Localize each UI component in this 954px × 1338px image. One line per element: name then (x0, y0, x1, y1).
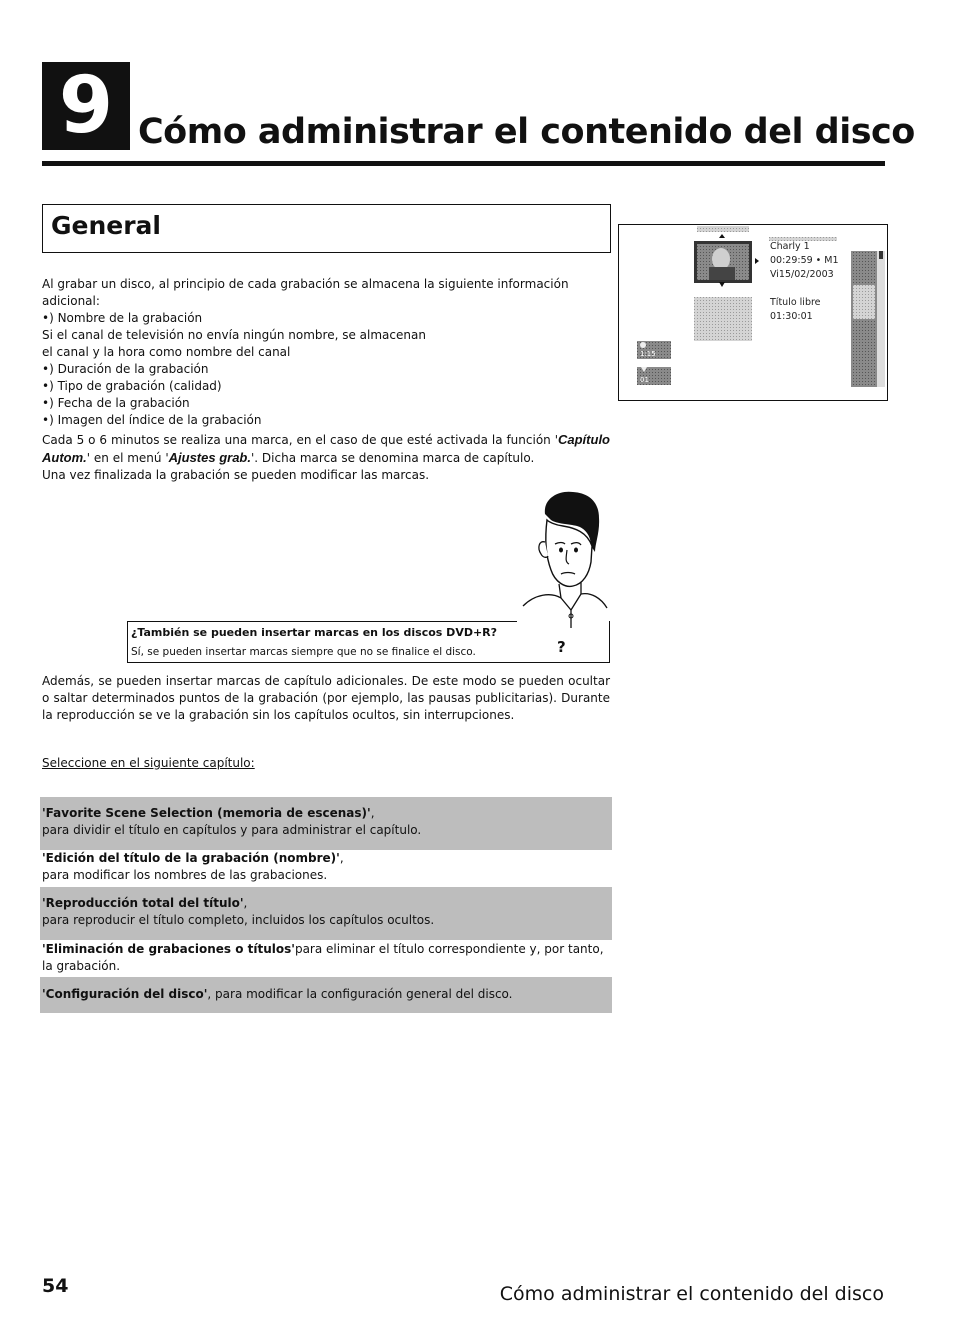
question-mark-icon: ? (557, 638, 566, 656)
menu-item-title: 'Reproducción total del título' (42, 896, 244, 910)
menu-item-delete[interactable] (40, 941, 612, 977)
screen-time-2: 01:30:01 (770, 311, 813, 322)
menu-item-sep: , (339, 851, 344, 865)
faq-answer: Sí, se pueden insertar marcas siempre que no se finalice el disco. (131, 646, 476, 658)
menu-item-title: 'Configuración del disco' (42, 987, 208, 1001)
intro-line: el canal y la hora como nombre del canal (42, 345, 291, 359)
ajustes-grab-term: Ajustes grab. (168, 450, 251, 465)
menu-item-title: 'Favorite Scene Selection (memoria de escenas)' (42, 806, 371, 820)
menu-item-desc: para modificar la configuración general del disco. (211, 987, 513, 1001)
chip-2-label: 01 (640, 376, 649, 384)
faq-question: ¿También se pueden insertar marcas en los discos DVD+R? (131, 626, 498, 639)
menu-item-sep: , (370, 806, 375, 820)
thinking-man-illustration (515, 488, 615, 628)
screen-title-1: Charly 1 (770, 241, 810, 252)
scroll-strip-top (697, 226, 749, 232)
intro-line: •) Fecha de la grabación (42, 396, 190, 410)
capitulo-autom-term: Capítulo Autom. (42, 432, 610, 465)
chapter-number: 9 (42, 62, 130, 150)
menu-item-favorite-scene[interactable] (40, 797, 612, 850)
marks-paragraph-2: Una vez finalizada la grabación se pueden modificar las marcas. (42, 468, 430, 482)
chip-1-label: 1:15 (640, 350, 656, 358)
faq-border (127, 621, 517, 622)
select-prompt-block (42, 755, 610, 772)
footer-title: Cómo administrar el contenido del disco (499, 1283, 884, 1305)
menu-item-title: 'Edición del título de la grabación (nombre)' (42, 851, 340, 865)
menu-item-desc: para dividir el título en capítulos y para administrar el capítulo. (42, 823, 422, 837)
faq-border (127, 621, 128, 663)
menu-item-title: 'Eliminación de grabaciones o títulos' (42, 942, 295, 956)
menu-item-desc: para eliminar el título correspondiente y, por tanto, la grabación. (42, 942, 604, 973)
menu-item-sep: , (243, 896, 248, 910)
intro-line: •) Imagen del índice de la grabación (42, 413, 262, 427)
faq-border (127, 662, 610, 663)
side-scrollbar-light (853, 285, 875, 319)
menu-item-sep: , (207, 987, 212, 1001)
marks-paragraph (42, 431, 610, 467)
arrow-up-icon (719, 234, 725, 238)
selector-arrow-icon (755, 258, 759, 264)
menu-item-full-playback[interactable] (40, 887, 612, 940)
screen-time-1: 00:29:59 • M1 (770, 255, 839, 266)
menu-item-desc: para modificar los nombres de las grabaciones. (42, 868, 328, 882)
screen-graphics (619, 225, 887, 400)
screen-illustration (618, 224, 888, 401)
page-number: 54 (42, 1275, 69, 1297)
section-heading-box (42, 204, 611, 253)
marks-text (42, 431, 610, 484)
arrow-down-icon (719, 282, 725, 287)
additional-paragraph: Además, se pueden insertar marcas de capítulo adicionales. De este modo se pueden ocultar o saltar determinados puntos de la grabación (por ejemplo, las pausas publicitarias). Durante la reproducción se ve la grabación sin los capítulos ocultos, sin interrupciones. (42, 674, 610, 722)
menu-item-desc: para reproducir el título completo, incluidos los capítulos ocultos. (42, 913, 435, 927)
intro-line: •) Duración de la grabación (42, 362, 209, 376)
additional-text (42, 673, 610, 724)
marks-text-e: '. Dicha marca se denomina marca de capítulo. (250, 451, 535, 465)
section-title: General (51, 211, 161, 240)
intro-line: •) Nombre de la grabación (42, 311, 203, 325)
screen-date-1: Vi15/02/2003 (770, 269, 834, 280)
menu-item-title-edit[interactable] (40, 850, 612, 887)
chapter-rule (42, 161, 885, 166)
intro-line: Si el canal de televisión no envía ningún nombre, se almacenan (42, 328, 426, 342)
intro-text (42, 276, 610, 429)
faq-box (127, 621, 610, 663)
marks-text-c: ' en el menú ' (86, 451, 169, 465)
screen-title-2: Título libre (770, 297, 821, 308)
thumbnail-figure (712, 248, 730, 270)
marks-text-a: Cada 5 o 6 minutos se realiza una marca, en el caso de que esté activada la función ' (42, 433, 558, 447)
menu-item-disc-config[interactable] (40, 977, 612, 1013)
faq-border (609, 621, 610, 663)
intro-line: •) Tipo de grabación (calidad) (42, 379, 222, 393)
select-prompt: Seleccione en el siguiente capítulo: (42, 756, 255, 770)
intro-line: Al grabar un disco, al principio de cada grabación se almacena la siguiente información adicional: (42, 277, 569, 308)
chapter-title: Cómo administrar el contenido del disco (138, 112, 915, 152)
empty-thumbnail (694, 297, 752, 341)
